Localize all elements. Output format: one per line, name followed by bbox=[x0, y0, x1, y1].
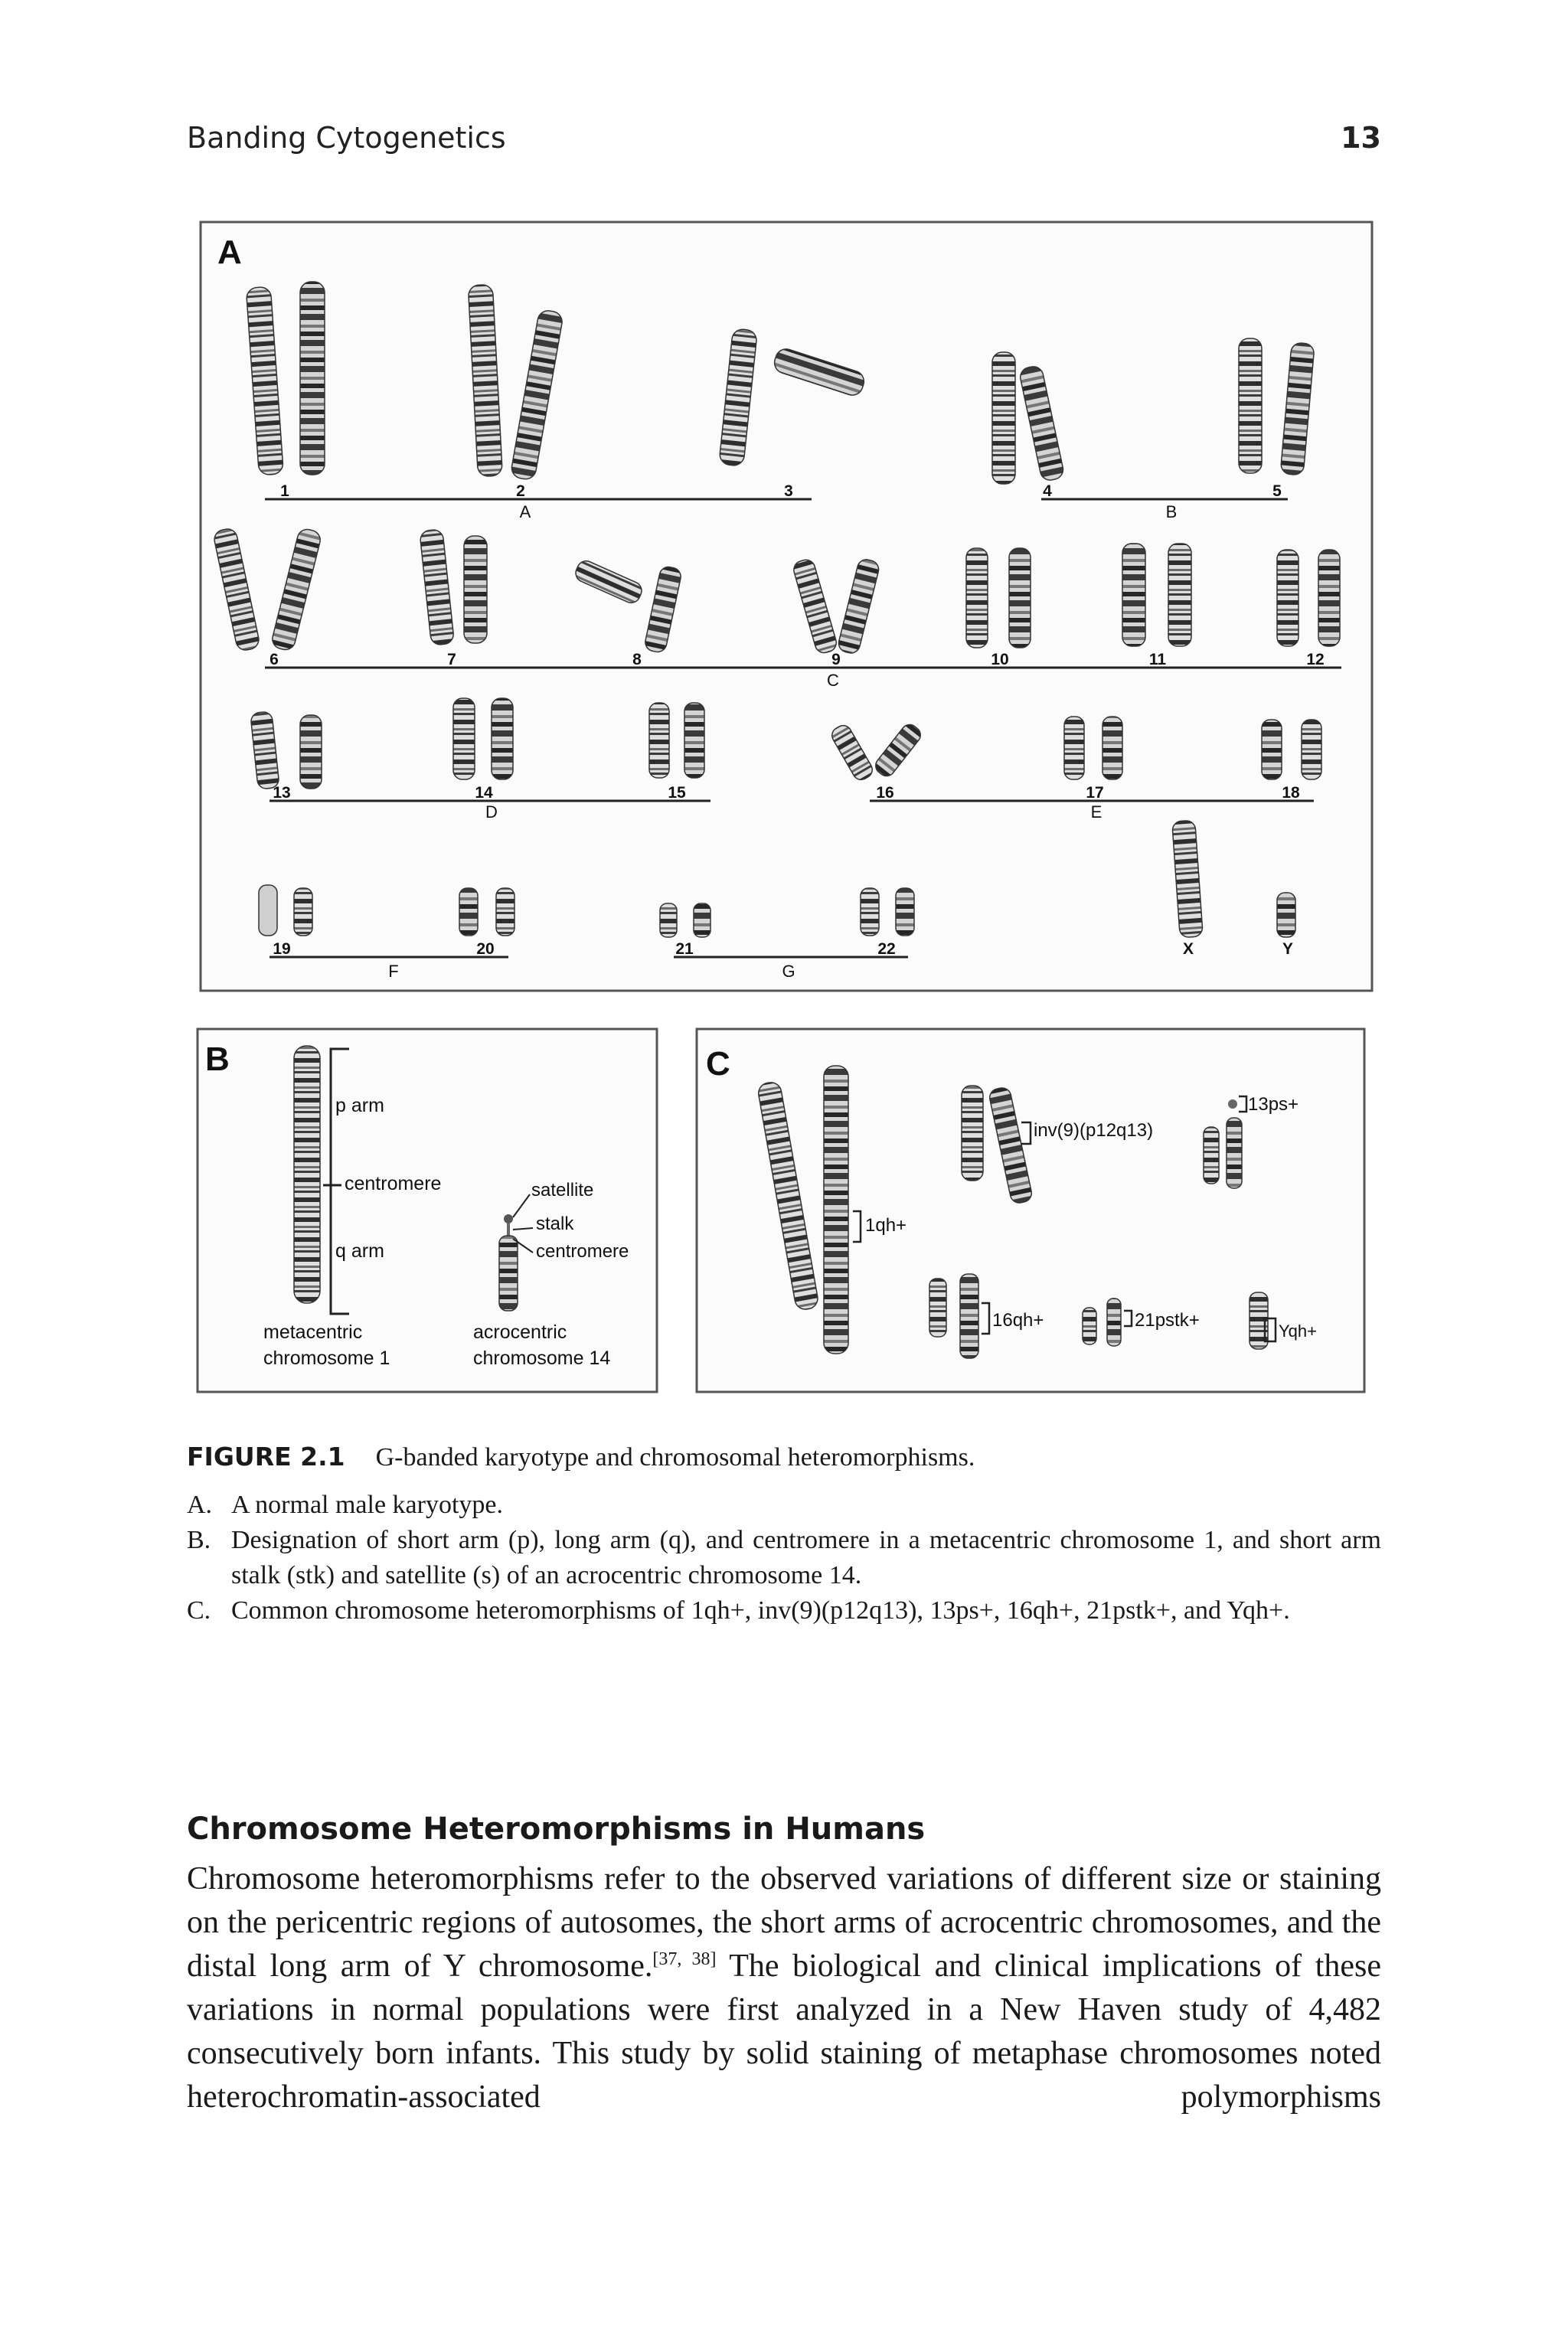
group-letter: B bbox=[1165, 502, 1178, 521]
het-label-yqh: Yqh+ bbox=[1279, 1321, 1317, 1341]
chromosome bbox=[649, 703, 669, 778]
chromosome bbox=[1262, 720, 1282, 779]
caption-item-letter: A. bbox=[187, 1491, 213, 1519]
chromosome bbox=[929, 1279, 946, 1337]
chromosome bbox=[896, 888, 914, 936]
group-letter: A bbox=[519, 502, 531, 521]
chromosome-number: 7 bbox=[447, 651, 456, 668]
chromosome bbox=[1227, 1118, 1242, 1188]
chromosome-number: 12 bbox=[1306, 651, 1325, 668]
running-title: Banding Cytogenetics bbox=[187, 121, 506, 155]
chromosome-number: 18 bbox=[1282, 784, 1300, 802]
het-label-21pstk: 21pstk+ bbox=[1135, 1310, 1200, 1331]
chromosome bbox=[960, 1274, 978, 1358]
chromosome bbox=[300, 282, 325, 475]
chromosome bbox=[861, 888, 879, 936]
citation: [37, 38] bbox=[652, 1949, 717, 1969]
caption-title-line bbox=[187, 1439, 1381, 1475]
caption-item bbox=[187, 1523, 1381, 1593]
metacentric-caption-1: metacentric bbox=[263, 1321, 363, 1343]
paragraph-text-2: The biological and clinical implications of these variations in normal populations were first analyzed in a New Haven study of 4,482 consecutively born infants. This study by solid staining of metaphase chromosomes noted heterochromatin-associated polymorphisms bbox=[187, 1949, 1381, 2115]
chromosome-number: Y bbox=[1282, 940, 1294, 958]
chromosome bbox=[496, 888, 514, 936]
chromosome bbox=[294, 888, 312, 936]
panel-c bbox=[697, 1029, 1364, 1392]
chromosome-number: 21 bbox=[675, 940, 694, 958]
chromosome bbox=[1204, 1127, 1219, 1184]
chromosome-number: 9 bbox=[831, 651, 841, 668]
het-label-inv9: inv(9)(p12q13) bbox=[1034, 1120, 1154, 1141]
chromosome bbox=[684, 703, 704, 778]
chromosome-number: 8 bbox=[632, 651, 642, 668]
panel-a-label: A bbox=[217, 234, 242, 271]
p-arm-label: p arm bbox=[335, 1095, 384, 1116]
het-label-16qh: 16qh+ bbox=[992, 1310, 1044, 1331]
chromosome bbox=[1009, 548, 1031, 648]
metacentric-chromosome bbox=[294, 1046, 320, 1303]
chromosome bbox=[1277, 550, 1298, 646]
het-label-13ps: 13ps+ bbox=[1248, 1094, 1299, 1115]
chromosome bbox=[453, 698, 475, 779]
chromosome-number: 11 bbox=[1148, 651, 1167, 668]
group-letter: D bbox=[485, 802, 498, 822]
figure-title: G-banded karyotype and chromosomal heteromorphisms. bbox=[375, 1443, 975, 1472]
chromosome-number: 5 bbox=[1272, 482, 1282, 500]
chromosome-number: 17 bbox=[1086, 784, 1104, 802]
group-letter: F bbox=[388, 962, 399, 981]
acrocentric-caption-1: acrocentric bbox=[473, 1321, 567, 1343]
group-letter: C bbox=[827, 671, 839, 690]
caption-item-letter: C. bbox=[187, 1596, 211, 1625]
panel-b bbox=[198, 1029, 657, 1392]
caption-item bbox=[187, 1593, 1381, 1628]
chromosome bbox=[966, 548, 988, 648]
chromosome bbox=[1239, 338, 1262, 473]
chromosome-number: 19 bbox=[273, 940, 291, 958]
het-label-1qh: 1qh+ bbox=[865, 1215, 907, 1236]
panel-c-label: C bbox=[706, 1045, 730, 1083]
chromosome bbox=[459, 888, 478, 936]
figure-label: FIGURE 2.1 bbox=[187, 1442, 345, 1472]
chromosome bbox=[259, 885, 277, 936]
chromosome bbox=[992, 352, 1015, 484]
caption-item bbox=[187, 1488, 1381, 1523]
metacentric-caption-2: chromosome 1 bbox=[263, 1348, 390, 1369]
satellite-mark bbox=[504, 1214, 513, 1223]
group-letter: E bbox=[1090, 802, 1102, 822]
chromosome bbox=[1168, 544, 1191, 646]
figure-caption bbox=[187, 1439, 1381, 1628]
centromere-label: centromere bbox=[345, 1173, 442, 1194]
satellite-label: satellite bbox=[531, 1180, 594, 1200]
caption-item-letter: B. bbox=[187, 1526, 211, 1554]
chromosome-number: 15 bbox=[668, 784, 686, 802]
chromosome-number: 10 bbox=[991, 651, 1009, 668]
chromosome bbox=[1302, 720, 1321, 779]
chromosome-number: X bbox=[1182, 940, 1194, 958]
panel-b-label: B bbox=[205, 1040, 230, 1078]
chromosome-number: 2 bbox=[516, 482, 525, 500]
acrocentric-chromosome bbox=[499, 1236, 518, 1311]
chromosome bbox=[1277, 893, 1295, 937]
q-arm-label: q arm bbox=[335, 1240, 384, 1262]
paragraph-text-1: Chromosome heteromorphisms refer to the observed variations of different size or staining on the pericentric regions of autosomes, the short arms of acrocentric chromosomes, and the distal long arm of Y chromosome. bbox=[187, 1861, 1381, 1984]
chromosome bbox=[694, 903, 710, 937]
chromosome bbox=[824, 1066, 848, 1354]
section-heteromorphisms bbox=[187, 1808, 1381, 2119]
chromosome-number: 6 bbox=[270, 651, 279, 668]
chromosome bbox=[962, 1086, 983, 1181]
acro-centromere-label: centromere bbox=[536, 1241, 629, 1262]
chromosome bbox=[1083, 1308, 1096, 1344]
stalk-label: stalk bbox=[536, 1214, 574, 1234]
chromosome-number: 13 bbox=[273, 784, 291, 802]
chromosome-number: 22 bbox=[877, 940, 896, 958]
chromosome-number: 1 bbox=[280, 482, 289, 500]
chromosome bbox=[1064, 717, 1084, 779]
chromosome bbox=[660, 903, 677, 937]
body-paragraph bbox=[187, 1857, 1381, 2119]
panel-a bbox=[201, 222, 1372, 991]
chromosome bbox=[464, 536, 487, 643]
chromosome bbox=[1107, 1298, 1121, 1346]
chromosome-number: 20 bbox=[476, 940, 495, 958]
chromosome bbox=[492, 698, 513, 779]
caption-item-text: Common chromosome heteromorphisms of 1qh+, inv(9)(p12q13), 13ps+, 16qh+, 21pstk+, and Yqh+. bbox=[231, 1596, 1290, 1625]
chromosome bbox=[1318, 550, 1340, 646]
acrocentric-caption-2: chromosome 14 bbox=[473, 1348, 611, 1369]
chromosome bbox=[1102, 717, 1122, 779]
chromosome-number: 16 bbox=[876, 784, 894, 802]
chromosome bbox=[1122, 544, 1145, 646]
chromosome bbox=[300, 715, 322, 789]
chromosome-number: 4 bbox=[1043, 482, 1052, 500]
group-letter: G bbox=[782, 962, 795, 981]
section-heading: Chromosome Heteromorphisms in Humans bbox=[187, 1811, 926, 1847]
chromosome-number: 3 bbox=[784, 482, 793, 500]
caption-item-text: A normal male karyotype. bbox=[231, 1491, 504, 1519]
satellite-mark bbox=[1228, 1099, 1237, 1109]
chromosome-number: 14 bbox=[475, 784, 493, 802]
page-number: 13 bbox=[1341, 121, 1381, 155]
caption-item-text: Designation of short arm (p), long arm (q), and centromere in a metacentric chromosome 1, and short arm stalk (stk) and satellite (s) of an acrocentric chromosome 14. bbox=[231, 1526, 1381, 1589]
